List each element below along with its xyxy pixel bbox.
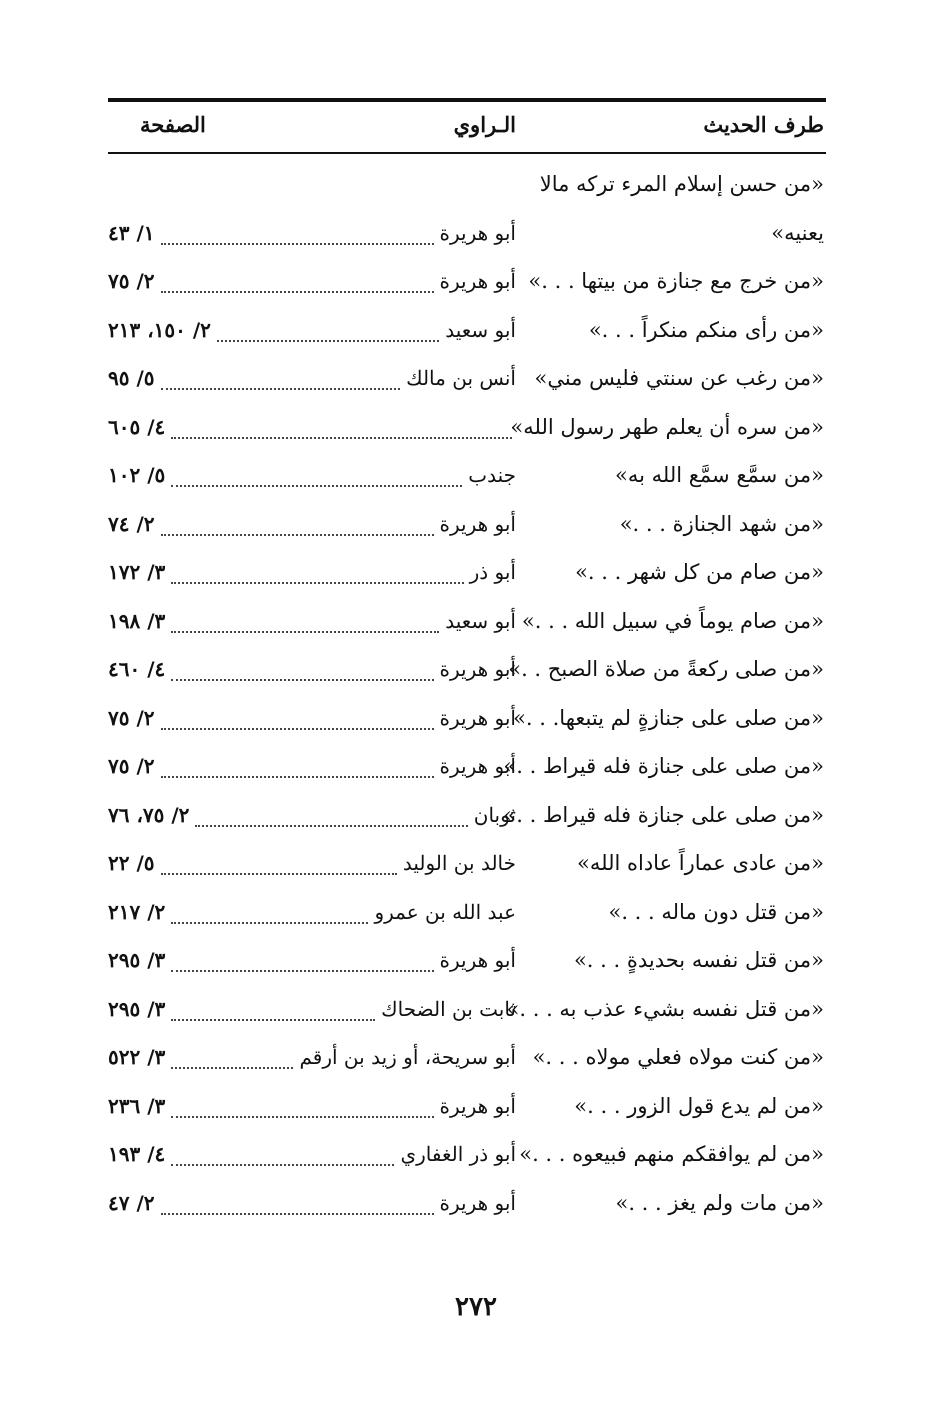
page-reference: ٢/ ٧٤	[108, 512, 155, 536]
hadith-incipit: «من قتل دون ماله . . .»	[608, 900, 824, 924]
narrator-name: أبو ذر الغفاري	[400, 1142, 516, 1166]
narrator-name: جندب	[468, 463, 516, 487]
dot-leader	[217, 340, 439, 342]
hadith-incipit: «من قتل نفسه بحديدةٍ . . .»	[573, 948, 824, 972]
hadith-incipit: «من مات ولم يغز . . .»	[615, 1191, 824, 1215]
narrator-name: أبو هريرة	[439, 1191, 516, 1215]
hadith-incipit: «من كنت مولاه فعلي مولاه . . .»	[532, 1045, 824, 1069]
page-reference: ٣/ ١٩٨	[108, 609, 166, 633]
dot-leader	[171, 485, 462, 487]
dot-leader	[161, 728, 434, 730]
page-reference: ٣/ ٢٣٦	[108, 1094, 166, 1118]
hadith-incipit: «من شهد الجنازة . . .»	[619, 512, 824, 536]
index-entry-row	[0, 653, 952, 693]
page-reference: ٢/ ٤٧	[108, 1191, 155, 1215]
index-entry-row	[0, 217, 952, 257]
page-reference: ٣/ ٢٩٥	[108, 948, 166, 972]
narrator-name: أبو سعيد	[445, 318, 516, 342]
narrator-name: أبو هريرة	[439, 657, 516, 681]
hadith-incipit: «من حسن إسلام المرء تركه مالا	[539, 172, 824, 196]
narrator-name: أبو ذر	[469, 560, 516, 584]
dot-leader	[171, 679, 433, 681]
dot-leader	[171, 1116, 433, 1118]
page-reference: ٤/ ٤٦٠	[108, 657, 166, 681]
page-reference: ٢/ ٢١٧	[108, 900, 166, 924]
narrator-name: خالد بن الوليد	[402, 851, 516, 875]
hadith-incipit: «من صام يوماً في سبيل الله . . .»	[521, 609, 824, 633]
dot-leader	[171, 970, 433, 972]
index-entry-row	[0, 605, 952, 645]
hadith-incipit: «من صلى على جنازة فله قيراط . .»	[503, 803, 824, 827]
page-reference: ٣/ ٥٢٢	[108, 1045, 166, 1069]
index-entry-row	[0, 265, 952, 305]
narrator-name: عبد الله بن عمرو	[374, 900, 516, 924]
narrator-name: ثوبان	[473, 803, 516, 827]
dot-leader	[195, 825, 467, 827]
column-header-hadith: طرف الحديث	[703, 112, 824, 137]
hadith-incipit: «من قتل نفسه بشيء عذب به . . .»	[506, 997, 824, 1021]
dot-leader	[161, 388, 401, 390]
hadith-incipit: «من صلى على جنازةٍ لم يتبعها. . .»	[513, 706, 824, 730]
narrator-name: أبو هريرة	[439, 948, 516, 972]
page-reference: ٢/ ٧٥	[108, 754, 155, 778]
page-reference: ٢/ ٧٥	[108, 269, 155, 293]
dot-leader	[171, 437, 512, 439]
dot-leader	[171, 1019, 375, 1021]
index-entry-row	[0, 750, 952, 790]
index-entry-row	[0, 944, 952, 984]
index-entry-row	[0, 847, 952, 887]
column-header-page: الصفحة	[140, 112, 206, 137]
dot-leader	[171, 582, 463, 584]
hadith-incipit: «من سمَّع سمَّع الله به»	[614, 463, 824, 487]
hadith-incipit: «من رغب عن سنتي فليس مني»	[534, 366, 824, 390]
index-entry-row	[0, 1138, 952, 1178]
page-reference: ٣/ ١٧٢	[108, 560, 166, 584]
page-reference: ٢/ ١٥٠، ٢١٣	[108, 318, 211, 342]
narrator-name: أبو سعيد	[445, 609, 516, 633]
index-entry-row	[0, 702, 952, 742]
index-entry-row	[0, 1090, 952, 1130]
dot-leader	[161, 291, 434, 293]
dot-leader	[161, 243, 434, 245]
column-header-narrator: الـراوي	[453, 112, 516, 137]
narrator-name: أبو هريرة	[439, 1094, 516, 1118]
hadith-incipit: «من خرج مع جنازة من بيتها . . .»	[528, 269, 824, 293]
index-entry-row	[0, 1041, 952, 1081]
narrator-name: أبو هريرة	[439, 221, 516, 245]
narrator-name: أبو سريحة، أو زيد بن أرقم	[299, 1045, 516, 1069]
narrator-name: أنس بن مالك	[406, 366, 516, 390]
page-reference: ٥/ ٩٥	[108, 366, 155, 390]
dot-leader	[171, 1067, 293, 1069]
dot-leader	[161, 776, 434, 778]
narrator-name: أبو هريرة	[439, 269, 516, 293]
hadith-incipit: «من لم يوافقكم منهم فبيعوه . . .»	[519, 1142, 824, 1166]
dot-leader	[171, 631, 439, 633]
index-entry-row	[0, 459, 952, 499]
page-number: ٢٧٢	[455, 1292, 497, 1322]
index-entry-row	[0, 556, 952, 596]
narrator-name: أبو هريرة	[439, 754, 516, 778]
page-reference: ٤/ ٦٠٥	[108, 415, 166, 439]
hadith-incipit: «من رأى منكم منكراً . . .»	[588, 318, 824, 342]
hadith-incipit: «من سره أن يعلم طهر رسول الله»	[510, 415, 824, 439]
page-reference: ١/ ٤٣	[108, 221, 155, 245]
index-entry-row	[0, 799, 952, 839]
index-entry-row	[0, 362, 952, 402]
dot-leader	[171, 922, 368, 924]
hadith-incipit: «من صام من كل شهر . . .»	[575, 560, 824, 584]
index-entry-row	[0, 314, 952, 354]
index-entry-row	[0, 508, 952, 548]
dot-leader	[161, 534, 434, 536]
dot-leader	[161, 873, 397, 875]
hadith-incipit: يعنيه»	[771, 221, 824, 245]
index-entry-row	[0, 1187, 952, 1227]
page-reference: ٣/ ٢٩٥	[108, 997, 166, 1021]
dot-leader	[171, 1164, 394, 1166]
narrator-name: ثابت بن الضحاك	[381, 997, 516, 1021]
dot-leader	[161, 1213, 434, 1215]
hadith-incipit: «من لم يدع قول الزور . . .»	[574, 1094, 824, 1118]
narrator-name: أبو هريرة	[439, 512, 516, 536]
hadith-incipit: «من صلى ركعةً من صلاة الصبح . .»	[508, 657, 824, 681]
page-reference: ٥/ ١٠٢	[108, 463, 166, 487]
hadith-incipit: «من عادى عماراً عاداه الله»	[577, 851, 824, 875]
index-entry-row	[0, 411, 952, 451]
page-reference: ٤/ ١٩٣	[108, 1142, 166, 1166]
index-entry-row	[0, 896, 952, 936]
index-entry-row	[0, 168, 952, 208]
hadith-incipit: «من صلى على جنازة فله قيراط . .»	[503, 754, 824, 778]
page-reference: ٥/ ٢٢	[108, 851, 155, 875]
index-entry-row	[0, 993, 952, 1033]
page-reference: ٢/ ٧٥	[108, 706, 155, 730]
page-reference: ٢/ ٧٥، ٧٦	[108, 803, 190, 827]
narrator-name: أبو هريرة	[439, 706, 516, 730]
